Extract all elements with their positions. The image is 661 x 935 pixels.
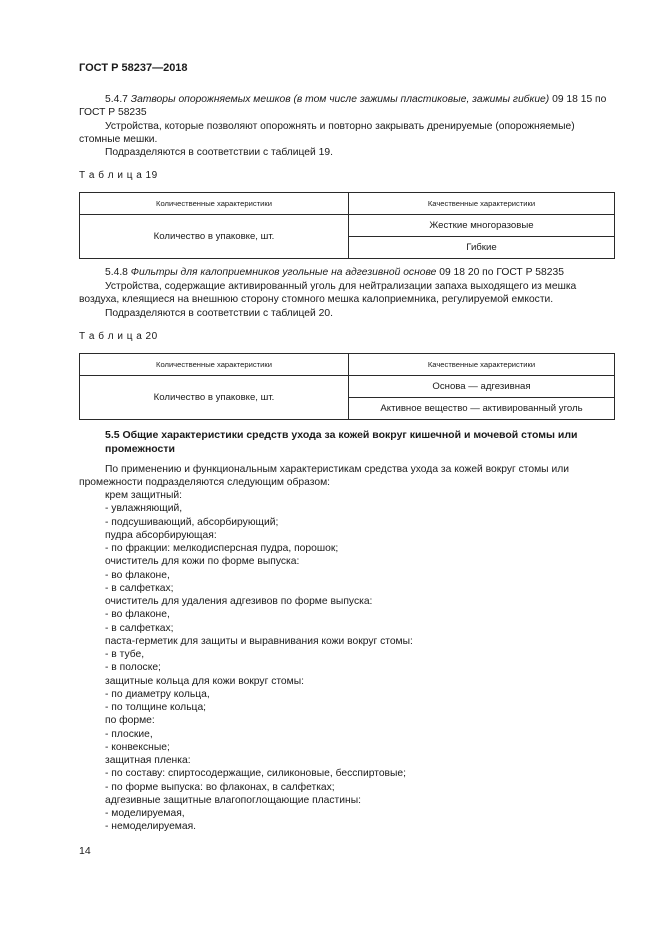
table-cell: Количество в упаковке, шт. xyxy=(80,376,349,420)
list-item: - в салфетках; xyxy=(105,622,174,634)
section-intro: По применению и функциональным характеристикам средства ухода за кожей вокруг стомы или промежности подразделяются следующим образом: xyxy=(79,464,569,489)
page-number: 14 xyxy=(79,845,91,857)
table-cell: Жесткие многоразовые xyxy=(349,215,615,237)
table-header: Количественные характеристики xyxy=(80,354,349,376)
clause-subdivision: Подразделяются в соответствии с таблицей 20. xyxy=(105,308,333,319)
clause-reference: 09 18 20 по ГОСТ Р 58235 xyxy=(439,267,564,278)
list-item: адгезивные защитные влагопоглощающие пластины: xyxy=(105,794,361,806)
list-item: - моделируемая, xyxy=(105,808,185,819)
list-item: - в тубе, xyxy=(105,649,145,660)
clause-description: Устройства, которые позволяют опорожнять и повторно закрывать дренируемые (опорожняемые) стомные мешки. xyxy=(79,121,575,146)
list-item: - конвексные; xyxy=(105,741,170,753)
table-header: Качественные характеристики xyxy=(349,193,615,215)
table-cell: Активное вещество — активированный уголь xyxy=(349,398,615,420)
list-item: - увлажняющий, xyxy=(105,503,183,515)
table-cell: Количество в упаковке, шт. xyxy=(80,215,349,259)
list-item: - во флаконе, xyxy=(105,609,170,621)
list-item: - подсушивающий, абсорбирующий; xyxy=(105,516,279,528)
list-item: - немоделируемая. xyxy=(105,821,197,833)
list-item: - в полоске; xyxy=(105,662,161,674)
list-item: паста-герметик для защиты и выравнивания кожи вокруг стомы: xyxy=(105,635,413,647)
list-item: очиститель для кожи по форме выпуска: xyxy=(105,556,300,568)
list-item: крем защитный: xyxy=(105,490,182,501)
clause-description: Устройства, содержащие активированный уголь для нейтрализации запаха выходящего из мешка воздуха, клеящиеся на внешнюю сторону стомного мешка калоприемника, регулируемой емкости. xyxy=(79,281,577,306)
clause-5-4-8 xyxy=(79,266,616,279)
clause-5-4-7 xyxy=(79,93,616,119)
list-item: - в салфетках; xyxy=(105,582,174,594)
table-header: Количественные характеристики xyxy=(80,193,349,215)
table-caption: Т а б л и ц а 20 xyxy=(79,331,158,342)
table-cell: Гибкие xyxy=(349,237,615,259)
characteristics-list xyxy=(105,489,413,834)
clause-subdivision: Подразделяются в соответствии с таблицей 19. xyxy=(105,147,333,158)
clause-reference: 09 18 15 по ГОСТ Р 58235 xyxy=(79,94,607,119)
document-header: ГОСТ Р 58237—2018 xyxy=(79,62,188,74)
list-item: - по толщине кольца; xyxy=(105,702,207,713)
section-title: 5.5 Общие характеристики средств ухода за кожей вокруг кишечной и мочевой стомы или промежности xyxy=(105,429,578,455)
list-item: - по фракции: мелкодисперсная пудра, порошок; xyxy=(105,543,339,554)
list-item: - во флаконе, xyxy=(105,569,170,581)
table-header: Качественные характеристики xyxy=(349,354,615,376)
clause-number: 5.4.8 xyxy=(105,267,128,278)
clause-title: Фильтры для калоприемников угольные на адгезивной основе xyxy=(130,267,437,278)
clause-number: 5.4.7 xyxy=(105,94,128,105)
list-item: - по форме выпуска: во флаконах, в салфетках; xyxy=(105,781,335,793)
list-item: защитная пленка: xyxy=(105,755,191,766)
list-item: - плоские, xyxy=(105,728,153,740)
clause-title: Затворы опорожняемых мешков (в том числе зажимы пластиковые, зажимы гибкие) xyxy=(130,94,550,105)
list-item: по форме: xyxy=(105,715,155,727)
table-20 xyxy=(79,353,615,420)
table-19 xyxy=(79,192,615,259)
table-cell: Основа — адгезивная xyxy=(349,376,615,398)
list-item: защитные кольца для кожи вокруг стомы: xyxy=(105,675,305,687)
list-item: - по диаметру кольца, xyxy=(105,688,210,700)
table-caption: Т а б л и ц а 19 xyxy=(79,170,158,181)
list-item: пудра абсорбирующая: xyxy=(105,529,217,541)
list-item: очиститель для удаления адгезивов по форме выпуска: xyxy=(105,596,373,607)
list-item: - по составу: спиртосодержащие, силиконовые, бесспиртовые; xyxy=(105,768,407,780)
